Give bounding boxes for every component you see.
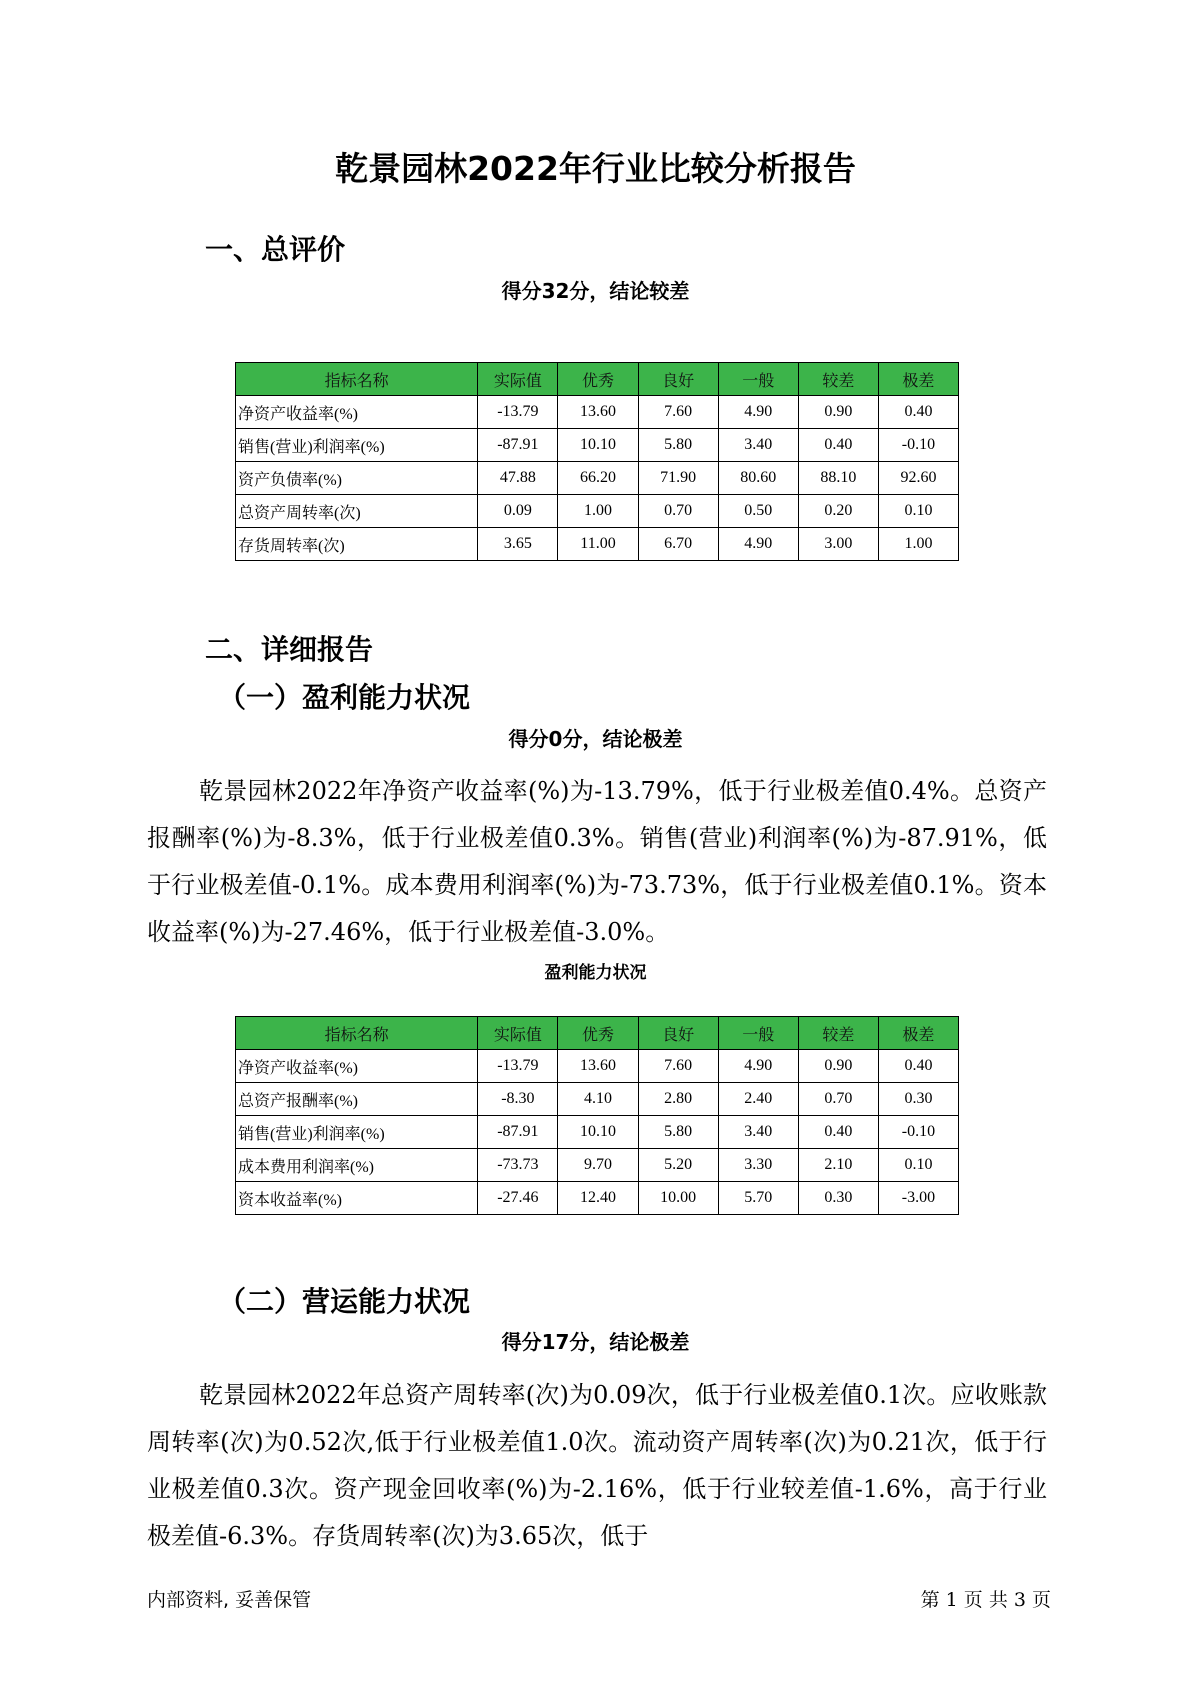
operation-heading: （二）营运能力状况 bbox=[218, 1285, 471, 1318]
profit-table-caption: 盈利能力状况 bbox=[544, 963, 647, 983]
metric-name-cell: 成本费用利润率(%) bbox=[236, 1149, 478, 1182]
report-title: 乾景园林2022年行业比较分析报告 bbox=[335, 149, 856, 188]
table-header-row bbox=[236, 1017, 959, 1050]
column-header: 极差 bbox=[878, 1017, 958, 1050]
metric-value-cell: 13.60 bbox=[558, 396, 638, 429]
metric-name-cell: 净资产收益率(%) bbox=[236, 396, 478, 429]
operation-score: 得分17分，结论极差 bbox=[501, 1330, 690, 1354]
metric-value-cell: -13.79 bbox=[478, 396, 558, 429]
metric-value-cell: 0.30 bbox=[878, 1083, 958, 1116]
column-header: 一般 bbox=[718, 1017, 798, 1050]
metric-value-cell: 0.70 bbox=[638, 495, 718, 528]
table-row bbox=[236, 528, 959, 561]
metric-value-cell: 7.60 bbox=[638, 1050, 718, 1083]
metric-value-cell: 4.90 bbox=[718, 528, 798, 561]
metric-name-cell: 资产负债率(%) bbox=[236, 462, 478, 495]
table-row bbox=[236, 462, 959, 495]
metric-value-cell: 0.09 bbox=[478, 495, 558, 528]
metric-value-cell: 6.70 bbox=[638, 528, 718, 561]
table-row bbox=[236, 495, 959, 528]
metric-value-cell: -73.73 bbox=[478, 1149, 558, 1182]
metric-value-cell: 0.40 bbox=[798, 429, 878, 462]
metric-value-cell: 0.70 bbox=[798, 1083, 878, 1116]
table-row bbox=[236, 396, 959, 429]
metric-value-cell: 2.40 bbox=[718, 1083, 798, 1116]
metric-value-cell: 0.10 bbox=[878, 1149, 958, 1182]
metric-value-cell: 5.80 bbox=[638, 1116, 718, 1149]
column-header: 实际值 bbox=[478, 1017, 558, 1050]
table-header-row bbox=[236, 363, 959, 396]
metric-value-cell: 47.88 bbox=[478, 462, 558, 495]
table-row bbox=[236, 1149, 959, 1182]
operation-paragraph: 乾景园林2022年总资产周转率(次)为0.09次，低于行业极差值0.1次。应收账款周转率(次)为0.52次,低于行业极差值1.0次。流动资产周转率(次)为0.21次，低于行业极差值0.3次。资产现金回收率(%)为-2.16%，低于行业较差值-1.6%，高于行业极差值-6.3%。存货周转率(次)为3.65次，低于 bbox=[147, 1381, 1047, 1550]
metric-value-cell: 3.00 bbox=[798, 528, 878, 561]
metric-value-cell: 0.90 bbox=[798, 396, 878, 429]
metric-value-cell: 66.20 bbox=[558, 462, 638, 495]
metric-name-cell: 资本收益率(%) bbox=[236, 1182, 478, 1215]
metric-value-cell: -87.91 bbox=[478, 429, 558, 462]
metric-value-cell: 4.90 bbox=[718, 396, 798, 429]
metric-value-cell: 2.80 bbox=[638, 1083, 718, 1116]
metric-value-cell: 4.10 bbox=[558, 1083, 638, 1116]
metric-value-cell: 1.00 bbox=[878, 528, 958, 561]
metric-value-cell: 7.60 bbox=[638, 396, 718, 429]
column-header: 实际值 bbox=[478, 363, 558, 396]
metric-value-cell: 0.10 bbox=[878, 495, 958, 528]
column-header: 良好 bbox=[638, 363, 718, 396]
metric-value-cell: 10.00 bbox=[638, 1182, 718, 1215]
metric-value-cell: 4.90 bbox=[718, 1050, 798, 1083]
table-row bbox=[236, 1083, 959, 1116]
table-row bbox=[236, 1050, 959, 1083]
metric-value-cell: 5.20 bbox=[638, 1149, 718, 1182]
overall-score: 得分32分，结论较差 bbox=[501, 279, 690, 303]
profit-score: 得分0分，结论极差 bbox=[508, 727, 683, 751]
metric-value-cell: -27.46 bbox=[478, 1182, 558, 1215]
metric-value-cell: -8.30 bbox=[478, 1083, 558, 1116]
metric-value-cell: 2.10 bbox=[798, 1149, 878, 1182]
profit-paragraph: 乾景园林2022年净资产收益率(%)为-13.79%，低于行业极差值0.4%。总资产报酬率(%)为-8.3%，低于行业极差值0.3%。销售(营业)利润率(%)为-87.91%，低于行业极差值-0.1%。成本费用利润率(%)为-73.73%，低于行业极差值0.1%。资本收益率(%)为-27.46%，低于行业极差值-3.0%。 bbox=[147, 777, 1047, 946]
metric-value-cell: 80.60 bbox=[718, 462, 798, 495]
section-detail-heading: 二、详细报告 bbox=[205, 633, 374, 666]
metric-value-cell: 9.70 bbox=[558, 1149, 638, 1182]
metric-value-cell: 3.30 bbox=[718, 1149, 798, 1182]
metric-value-cell: 3.40 bbox=[718, 1116, 798, 1149]
column-header: 指标名称 bbox=[236, 363, 478, 396]
metric-value-cell: 13.60 bbox=[558, 1050, 638, 1083]
metric-value-cell: 0.30 bbox=[798, 1182, 878, 1215]
table-row bbox=[236, 1182, 959, 1215]
metric-value-cell: 11.00 bbox=[558, 528, 638, 561]
metric-value-cell: 0.50 bbox=[718, 495, 798, 528]
metric-value-cell: 92.60 bbox=[878, 462, 958, 495]
column-header: 较差 bbox=[798, 363, 878, 396]
column-header: 极差 bbox=[878, 363, 958, 396]
metric-value-cell: 0.90 bbox=[798, 1050, 878, 1083]
metric-name-cell: 销售(营业)利润率(%) bbox=[236, 429, 478, 462]
metric-value-cell: -3.00 bbox=[878, 1182, 958, 1215]
metric-name-cell: 总资产报酬率(%) bbox=[236, 1083, 478, 1116]
metric-value-cell: 0.40 bbox=[798, 1116, 878, 1149]
metric-value-cell: 0.40 bbox=[878, 396, 958, 429]
overall-metrics-table bbox=[235, 362, 959, 561]
table-row bbox=[236, 1116, 959, 1149]
metric-value-cell: -0.10 bbox=[878, 429, 958, 462]
column-header: 指标名称 bbox=[236, 1017, 478, 1050]
footer-page-number: 第 1 页 共 3 页 bbox=[920, 1589, 1051, 1611]
metric-value-cell: 0.40 bbox=[878, 1050, 958, 1083]
column-header: 优秀 bbox=[558, 1017, 638, 1050]
metric-value-cell: -0.10 bbox=[878, 1116, 958, 1149]
metric-value-cell: 10.10 bbox=[558, 429, 638, 462]
profit-heading: （一）盈利能力状况 bbox=[218, 681, 471, 714]
metric-value-cell: 5.70 bbox=[718, 1182, 798, 1215]
metric-value-cell: 1.00 bbox=[558, 495, 638, 528]
metric-value-cell: 10.10 bbox=[558, 1116, 638, 1149]
metric-value-cell: -13.79 bbox=[478, 1050, 558, 1083]
table-row bbox=[236, 429, 959, 462]
column-header: 一般 bbox=[718, 363, 798, 396]
metric-value-cell: 5.80 bbox=[638, 429, 718, 462]
column-header: 优秀 bbox=[558, 363, 638, 396]
metric-value-cell: 0.20 bbox=[798, 495, 878, 528]
metric-value-cell: 12.40 bbox=[558, 1182, 638, 1215]
section-overall-heading: 一、总评价 bbox=[205, 233, 346, 266]
footer-confidential: 内部资料, 妥善保管 bbox=[147, 1589, 312, 1611]
metric-value-cell: 3.65 bbox=[478, 528, 558, 561]
metric-name-cell: 总资产周转率(次) bbox=[236, 495, 478, 528]
metric-value-cell: 3.40 bbox=[718, 429, 798, 462]
profit-metrics-table bbox=[235, 1016, 959, 1215]
metric-value-cell: -87.91 bbox=[478, 1116, 558, 1149]
column-header: 较差 bbox=[798, 1017, 878, 1050]
metric-name-cell: 净资产收益率(%) bbox=[236, 1050, 478, 1083]
metric-value-cell: 71.90 bbox=[638, 462, 718, 495]
metric-name-cell: 存货周转率(次) bbox=[236, 528, 478, 561]
metric-value-cell: 88.10 bbox=[798, 462, 878, 495]
metric-name-cell: 销售(营业)利润率(%) bbox=[236, 1116, 478, 1149]
column-header: 良好 bbox=[638, 1017, 718, 1050]
